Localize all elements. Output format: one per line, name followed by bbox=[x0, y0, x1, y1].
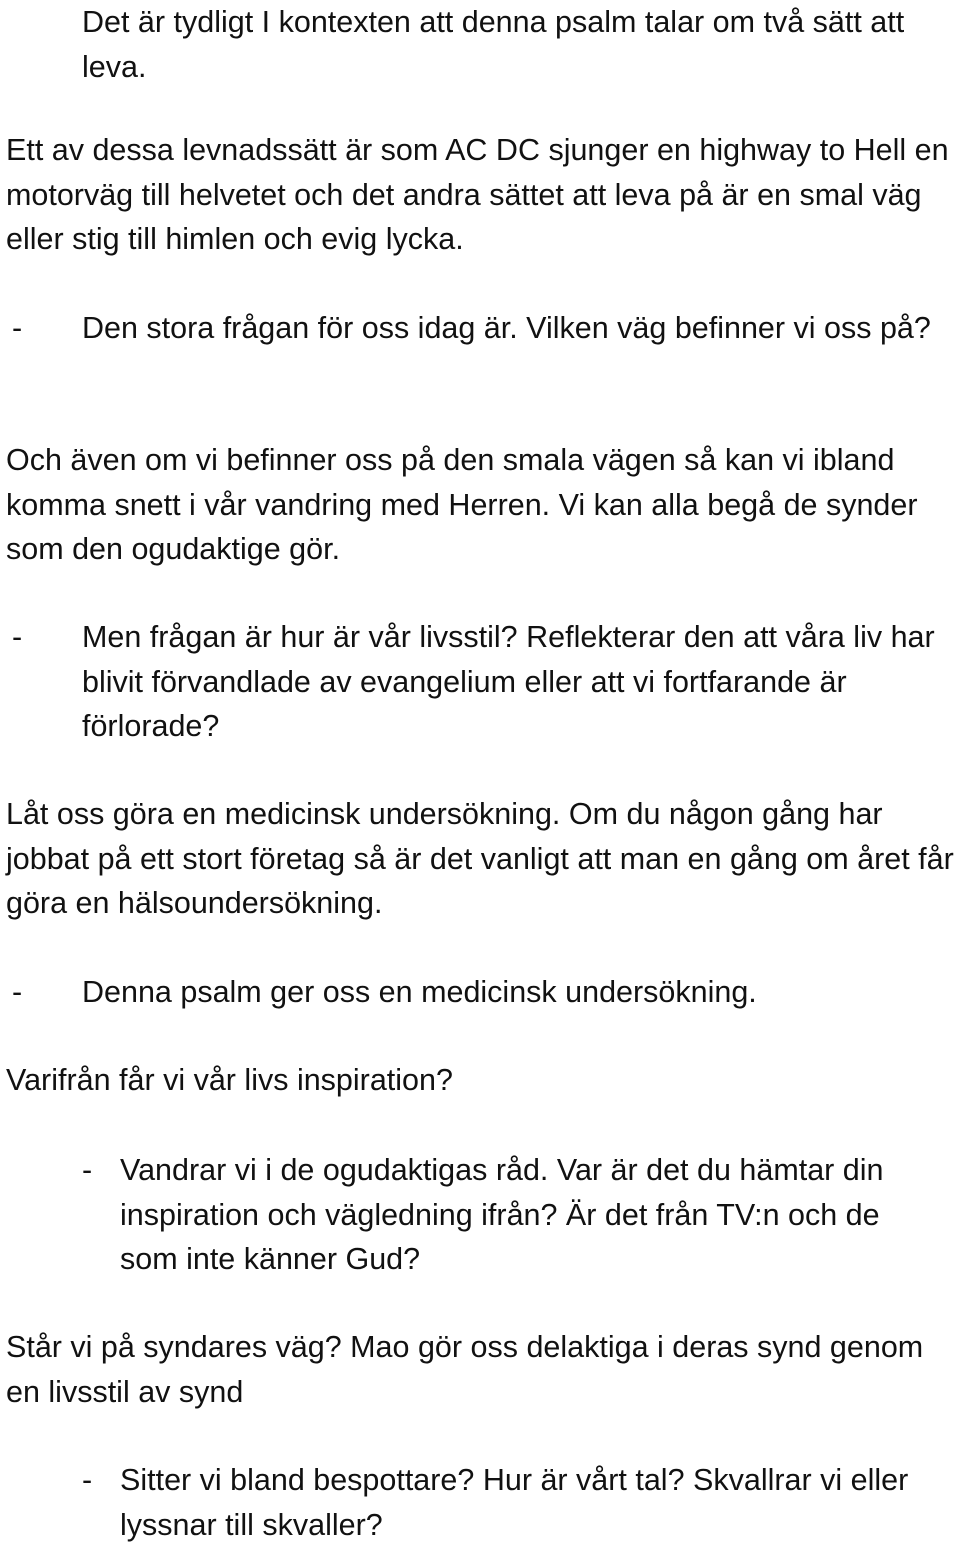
bullet-marker: - bbox=[12, 975, 23, 1009]
paragraph-text: Det är tydligt I kontexten att denna psalm talar om två sätt att leva. bbox=[82, 5, 905, 84]
paragraph-inspiration bbox=[6, 1058, 956, 1103]
paragraph-text: Står vi på syndares väg? Mao gör oss delaktiga i deras synd genom en livsstil av synd bbox=[6, 1330, 924, 1409]
paragraph-highway bbox=[6, 128, 956, 262]
paragraph-sinners-way bbox=[6, 1325, 956, 1414]
bullet-marker: - bbox=[82, 1153, 93, 1187]
paragraph-medical-check bbox=[6, 792, 956, 926]
bullet-text: Men frågan är hur är vår livsstil? Reflekterar den att våra liv har blivit förvandlade av evangelium eller att vi fortfarande är förlorade? bbox=[82, 620, 935, 743]
paragraph-text: Ett av dessa levnadssätt är som AC DC sjunger en highway to Hell en motorväg till helvetet och det andra sättet att leva på är en smal väg eller stig till himlen och evig lycka. bbox=[6, 133, 949, 256]
paragraph-text: Varifrån får vi vår livs inspiration? bbox=[6, 1063, 453, 1097]
paragraph-two-ways bbox=[82, 0, 952, 89]
bullet-marker: - bbox=[12, 620, 23, 654]
bullet-text: Sitter vi bland bespottare? Hur är vårt tal? Skvallrar vi eller lyssnar till skvaller? bbox=[120, 1463, 909, 1542]
paragraph-narrow-road bbox=[6, 438, 956, 572]
paragraph-text: Låt oss göra en medicinsk undersökning. Om du någon gång har jobbat på ett stort företag så är det vanligt att man en gång om året får göra en hälsoundersökning. bbox=[6, 797, 954, 920]
bullet-text: Den stora frågan för oss idag är. Vilken väg befinner vi oss på? bbox=[82, 311, 931, 345]
bullet-marker: - bbox=[12, 311, 23, 345]
bullet-marker: - bbox=[82, 1463, 93, 1497]
bullet-text: Vandrar vi i de ogudaktigas råd. Var är det du hämtar din inspiration och vägledning ifrån? Är det från TV:n och de som inte känner Gud? bbox=[120, 1153, 884, 1276]
paragraph-text: Och även om vi befinner oss på den smala vägen så kan vi ibland komma snett i vår vandring med Herren. Vi kan alla begå de synder som den ogudaktige gör. bbox=[6, 443, 918, 566]
bullet-text: Denna psalm ger oss en medicinsk undersökning. bbox=[82, 975, 757, 1009]
